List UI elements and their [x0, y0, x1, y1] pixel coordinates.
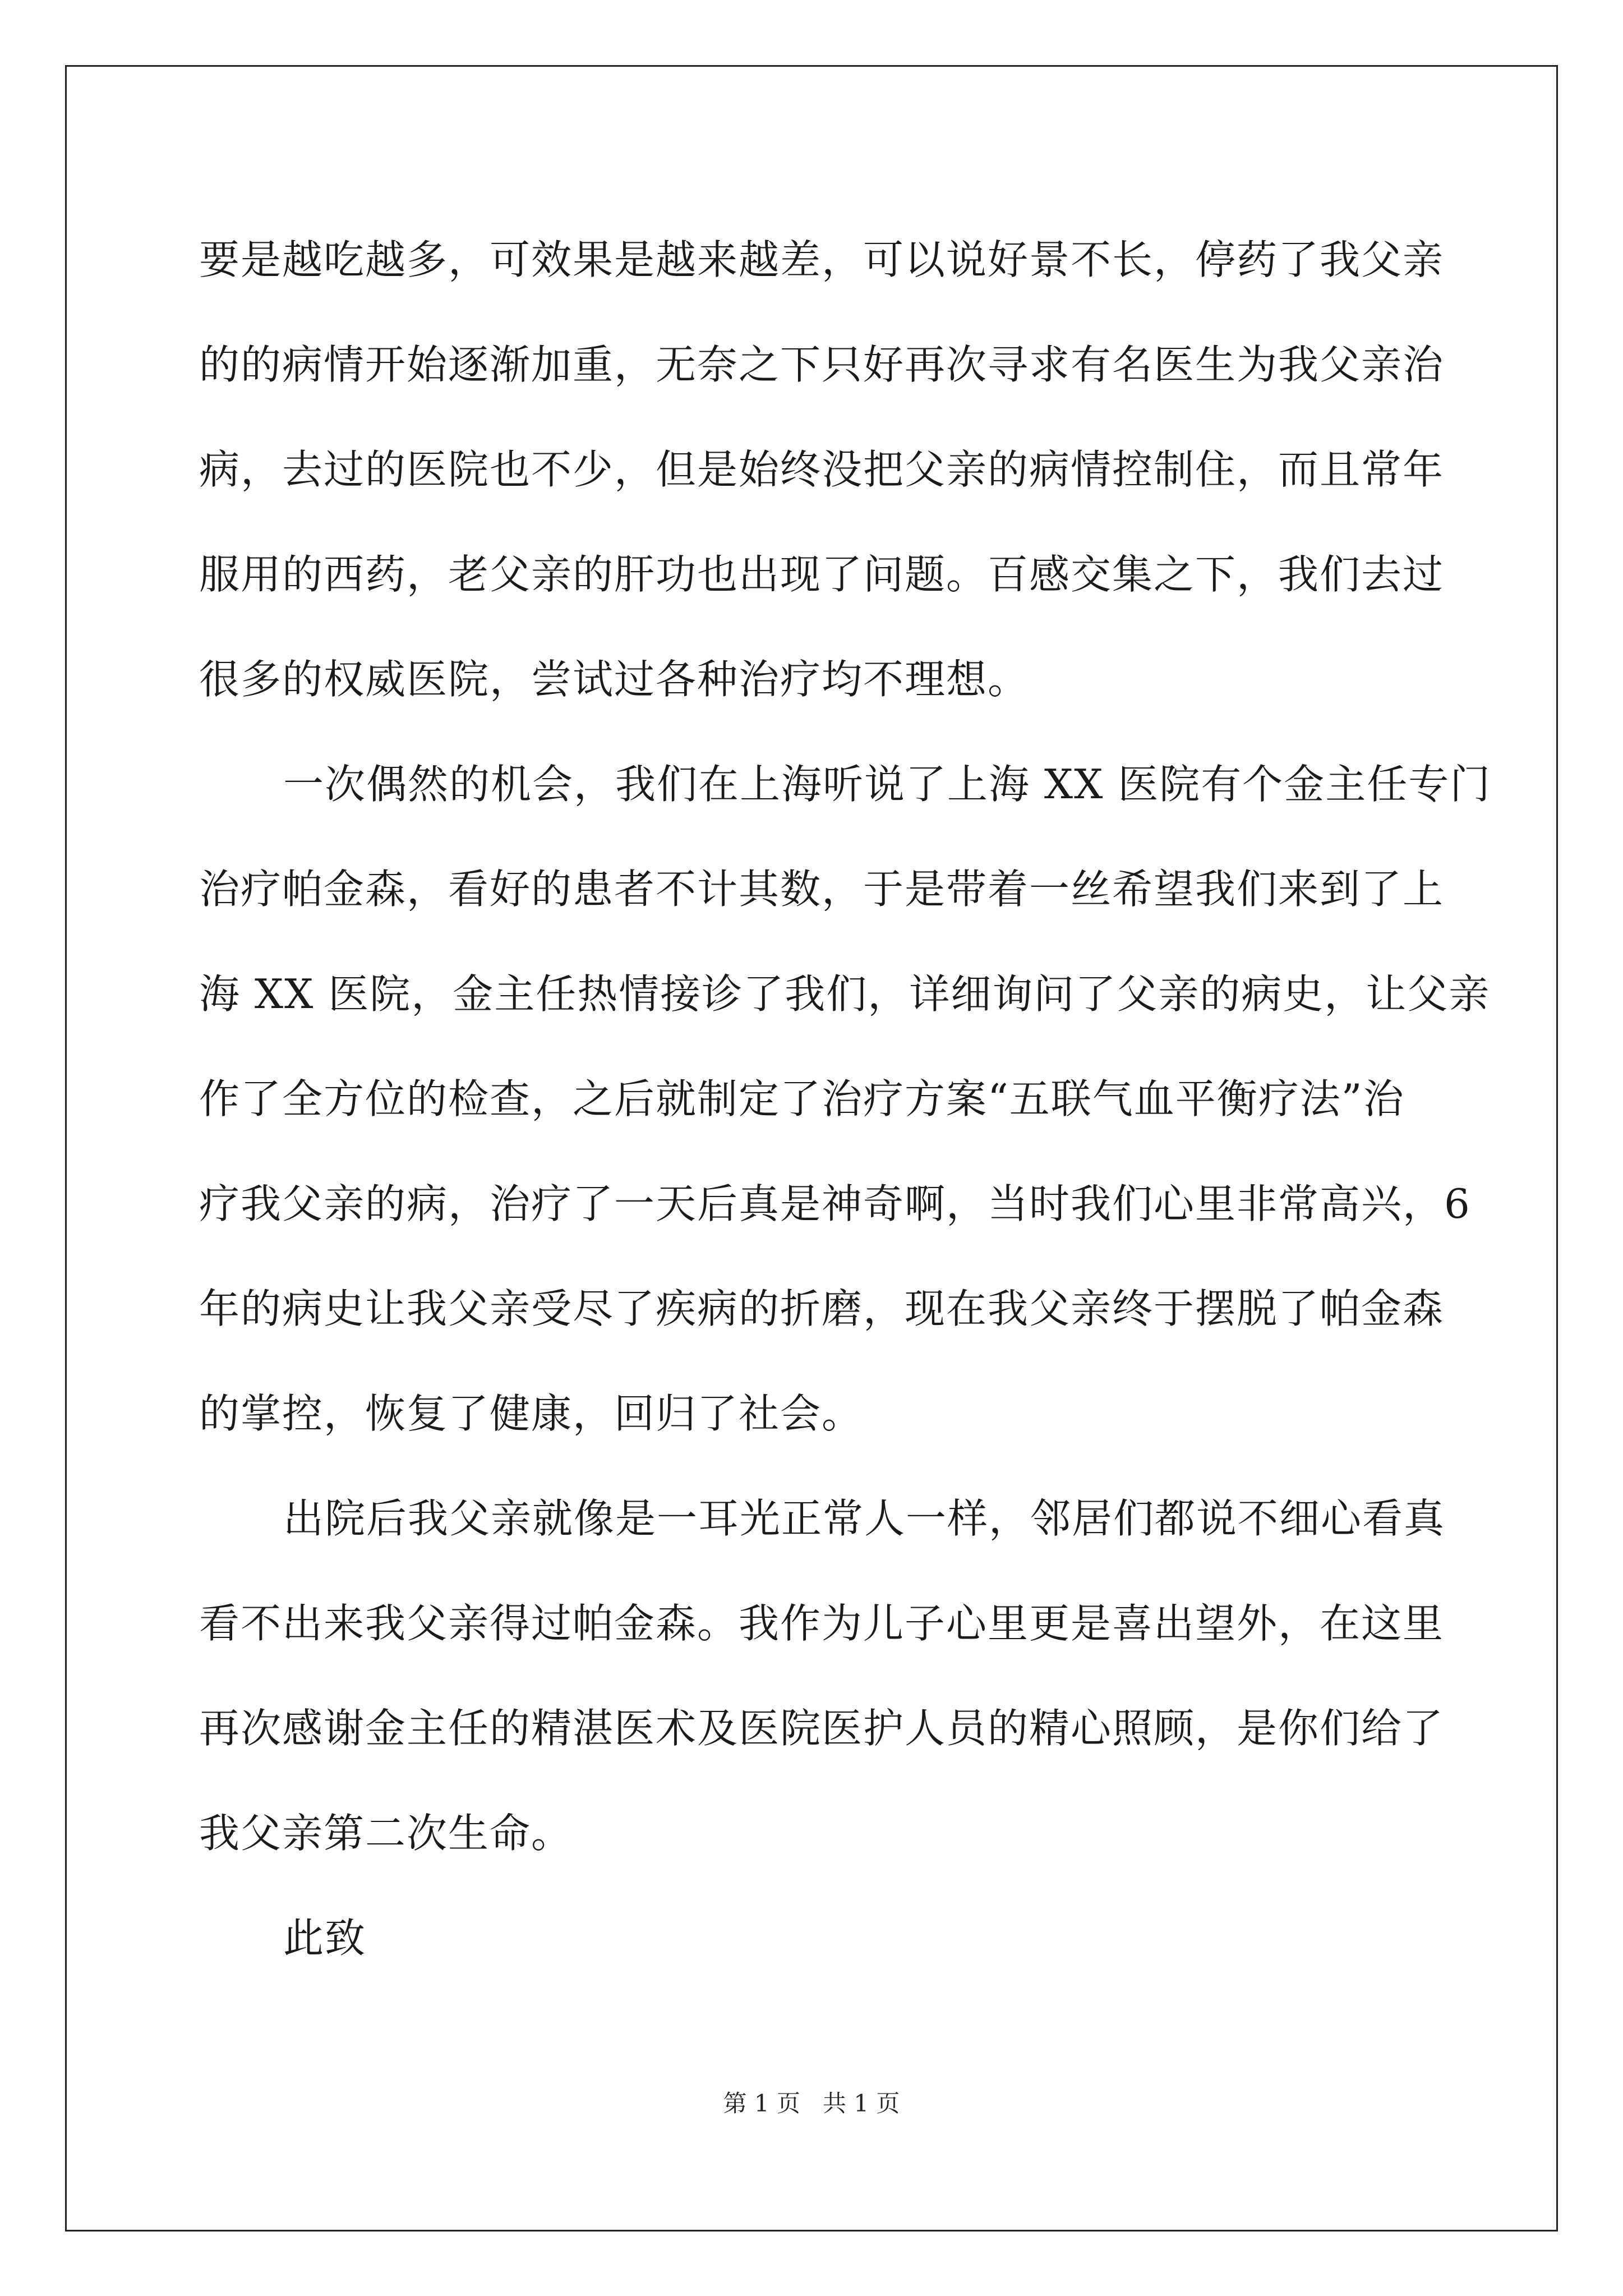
text-line: 要是越吃越多，可效果是越来越差，可以说好景不长，停药了我父亲 — [199, 236, 1445, 283]
closing-salutation: 此致 — [283, 1915, 367, 1962]
text-line: 的掌控，恢复了健康，回归了社会。 — [199, 1390, 864, 1437]
paragraph-start-line: 出院后我父亲就像是一耳光正常人一样，邻居们都说不细心看真 — [283, 1495, 1446, 1542]
text-line: 治疗帕金森，看好的患者不计其数，于是带着一丝希望我们来到了上 — [199, 866, 1445, 913]
letter-body — [199, 208, 1492, 1991]
text-line: 海 XX 医院，金主任热情接诊了我们，详细询问了父亲的病史，让父亲 — [199, 970, 1491, 1018]
page-footer — [0, 2087, 1623, 2120]
paragraph-start-line: 一次偶然的机会，我们在上海听说了上海 XX 医院有个金主任专门 — [283, 761, 1492, 808]
text-line: 的的病情开始逐渐加重，无奈之下只好再次寻求有名医生为我父亲治 — [199, 341, 1445, 388]
text-line: 我父亲第二次生命。 — [199, 1810, 573, 1857]
text-line: 服用的西药，老父亲的肝功也出现了问题。百感交集之下，我们去过 — [199, 551, 1445, 598]
text-line: 年的病史让我父亲受尽了疾病的折磨，现在我父亲终于摆脱了帕金森 — [199, 1285, 1445, 1332]
text-line: 看不出来我父亲得过帕金森。我作为儿子心里更是喜出望外，在这里 — [199, 1600, 1445, 1647]
text-line: 病，去过的医院也不少，但是始终没把父亲的病情控制住，而且常年 — [199, 446, 1445, 493]
text-line: 再次感谢金主任的精湛医术及医院医护人员的精心照顾，是你们给了 — [199, 1705, 1445, 1752]
text-line: 很多的权威医院，尝试过各种治疗均不理想。 — [199, 656, 1030, 703]
text-line: 作了全方位的检查，之后就制定了治疗方案“五联气血平衡疗法”治 — [199, 1075, 1405, 1122]
text-line: 疗我父亲的病，治疗了一天后真是神奇啊，当时我们心里非常高兴，6 — [199, 1180, 1471, 1227]
page-count: 共 1 页 — [823, 2090, 900, 2117]
page-number: 第 1 页 — [723, 2090, 800, 2117]
